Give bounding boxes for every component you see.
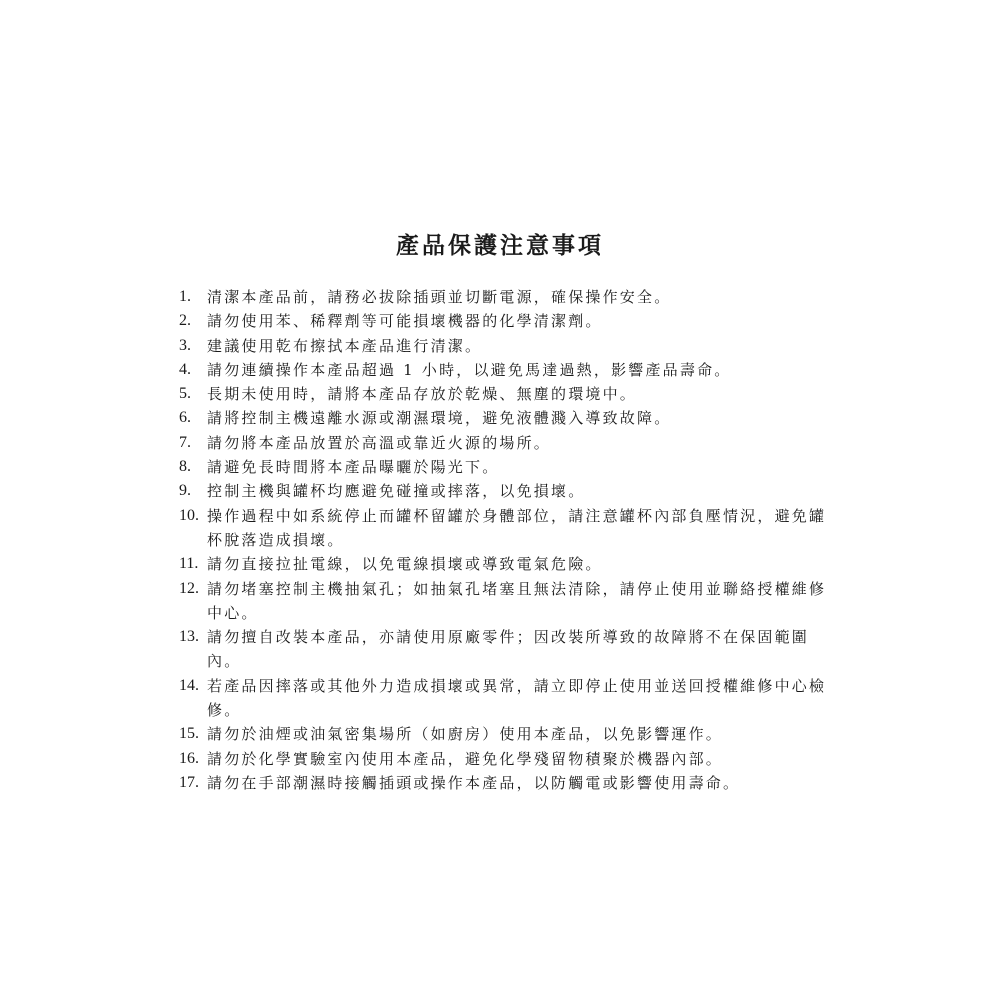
notice-number: 15.: [179, 725, 199, 743]
notice-item: [179, 504, 839, 553]
notice-number: 2.: [179, 312, 191, 330]
notice-item: [179, 358, 839, 382]
notice-number: 13.: [179, 628, 199, 646]
notice-text: 請將控制主機遠離水源或潮濕環境，避免液體濺入導致故障。: [207, 409, 672, 428]
notice-item: [179, 625, 839, 674]
notice-item: [179, 747, 839, 771]
notice-text: 請勿於油煙或油氣密集場所（如廚房）使用本產品，以免影響運作。: [207, 725, 724, 744]
notice-item: [179, 771, 839, 795]
notice-item: [179, 455, 839, 479]
notice-number: 9.: [179, 482, 191, 500]
notice-text: 長期未使用時，請將本產品存放於乾燥、無塵的環境中。: [207, 385, 638, 404]
notice-number: 4.: [179, 360, 191, 378]
notice-text: 請勿在手部潮濕時接觸插頭或操作本產品，以防觸電或影響使用壽命。: [207, 773, 741, 792]
notice-number: 6.: [179, 409, 191, 427]
notice-item: [179, 382, 839, 406]
notice-text: 請勿連續操作本產品超過 1 小時，以避免馬達過熱，影響產品壽命。: [207, 360, 732, 379]
notice-number: 10.: [179, 506, 199, 524]
notice-number: 17.: [179, 773, 199, 791]
notice-text: 控制主機與罐杯均應避免碰撞或摔落，以免損壞。: [207, 482, 586, 501]
notice-number: 14.: [179, 676, 199, 694]
notice-text: 請勿直接拉扯電線，以免電線損壞或導致電氣危險。: [207, 555, 603, 574]
notice-item: [179, 674, 839, 723]
notice-text: 請勿於化學實驗室內使用本產品，避免化學殘留物積聚於機器內部。: [207, 749, 724, 768]
notice-item: [179, 406, 839, 430]
notice-text: 操作過程中如系統停止而罐杯留罐於身體部位，請注意罐杯內部負壓情況，避免罐杯脫落造成損壞。: [207, 506, 827, 549]
notice-list: [179, 285, 839, 795]
notice-text: 請勿堵塞控制主機抽氣孔；如抽氣孔堵塞且無法清除，請停止使用並聯絡授權維修中心。: [207, 579, 827, 622]
notice-item: [179, 722, 839, 746]
notice-number: 16.: [179, 749, 199, 767]
notice-item: [179, 285, 839, 309]
notice-number: 7.: [179, 433, 191, 451]
notice-item: [179, 431, 839, 455]
notice-text: 若產品因摔落或其他外力造成損壞或異常，請立即停止使用並送回授權維修中心檢修。: [207, 676, 827, 720]
notice-number: 5.: [179, 385, 191, 403]
notice-text: 請勿將本產品放置於高溫或靠近火源的場所。: [207, 433, 552, 452]
notice-text: 建議使用乾布擦拭本產品進行清潔。: [207, 336, 483, 355]
notice-text: 請避免長時間將本產品曝曬於陽光下。: [207, 458, 500, 477]
notice-item: [179, 552, 839, 576]
notice-number: 12.: [179, 579, 199, 597]
notice-item: [179, 479, 839, 503]
document-title: 產品保護注意事項: [396, 232, 604, 259]
notice-item: [179, 577, 839, 626]
notice-text: 請勿使用苯、稀釋劑等可能損壞機器的化學清潔劑。: [207, 312, 603, 331]
notice-text: 清潔本產品前，請務必拔除插頭並切斷電源，確保操作安全。: [207, 288, 672, 306]
notice-number: 1.: [179, 288, 191, 305]
notice-number: 8.: [179, 458, 191, 476]
notice-item: [179, 334, 839, 358]
notice-text: 請勿擅自改裝本產品，亦請使用原廠零件；因改裝所導致的故障將不在保固範圍內。: [207, 628, 810, 671]
notice-number: 3.: [179, 336, 191, 354]
notice-item: [179, 309, 839, 333]
notice-number: 11.: [179, 555, 199, 573]
